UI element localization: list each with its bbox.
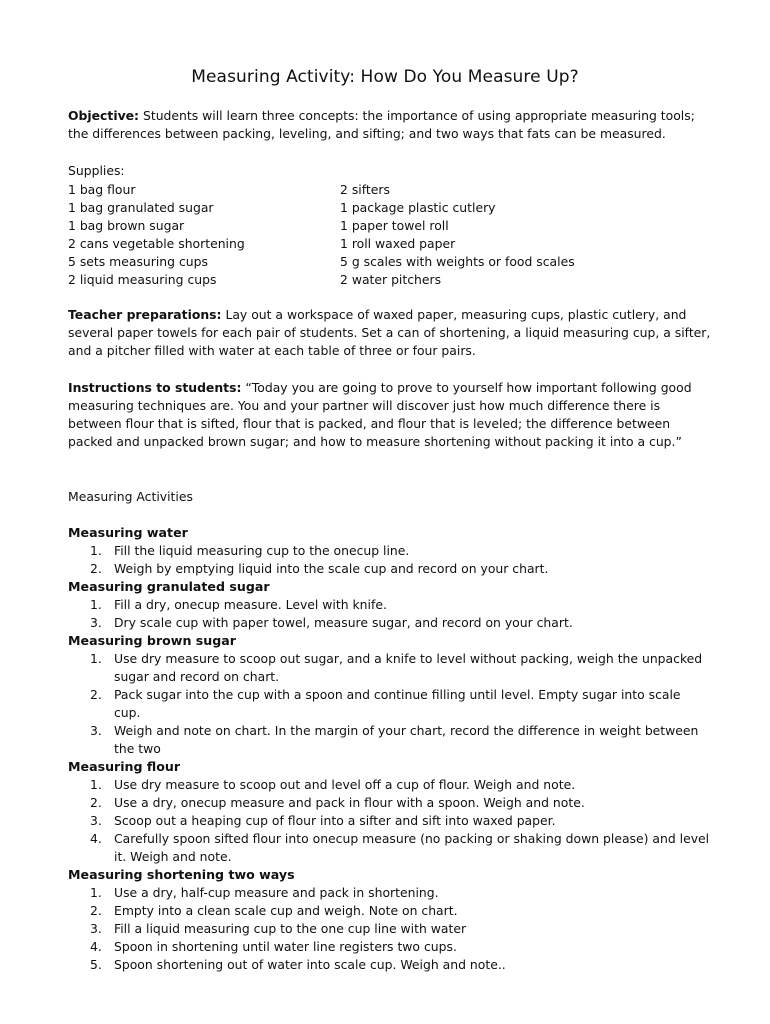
list-item: 2. Pack sugar into the cup with a spoon and continue filling until level. Empty sugar into scale cup. [90,687,681,720]
objective-label: Objective: [68,108,140,123]
supply-item: 1 bag brown sugar [68,218,185,233]
list-item: 2. Use a dry, onecup measure and pack in flour with a spoon. Weigh and note. [90,795,585,810]
activities-heading: Measuring Activities [68,489,193,504]
list-item: 1. Use a dry, half-cup measure and pack in shortening. [90,885,439,900]
supply-item: 1 roll waxed paper [340,236,456,251]
section-heading: Measuring brown sugar [68,633,236,648]
teacher-preparations-paragraph: Teacher preparations: Lay out a workspace of waxed paper, measuring cups, plastic cutlery, and several paper towels for each pair of students. Set a can of shortening, a liquid measuring cup, a sifter, and a pitcher filled with water at each table of three or four pairs. [68,307,711,358]
activities-list [68,524,708,974]
instructions-label: Instructions to students: [68,380,242,395]
supply-item: 1 paper towel roll [340,218,449,233]
section-heading: Measuring flour [68,759,181,774]
objective-text-line1: Students will learn three concepts: the importance of using appropriate measuring tools; [142,108,695,123]
supply-item: 1 bag flour [68,182,136,197]
section-heading: Measuring water [68,525,188,540]
objective-text-line2: the differences between packing, leveling, and sifting; and two ways that fats can be measured. [68,126,666,141]
list-item: 1. Use dry measure to scoop out and level off a cup of flour. Weigh and note. [90,777,576,792]
steps-list [68,884,708,974]
list-item: 5. Spoon shortening out of water into scale cup. Weigh and note.. [90,957,506,972]
supply-item: 1 package plastic cutlery [340,200,496,215]
list-item: 3. Dry scale cup with paper towel, measure sugar, and record on your chart. [90,615,573,630]
objective-paragraph [68,107,708,143]
list-item: 4. Spoon in shortening until water line registers two cups. [90,939,457,954]
list-item: 4. Carefully spoon sifted flour into onecup measure (no packing or shaking down please) and level it. Weigh and note. [90,831,710,864]
supplies-heading: Supplies: [68,163,125,178]
instructions-paragraph: Instructions to students: “Today you are going to prove to yourself how important following good measuring techniques are. You and your partner will discover just how much difference there is between flour that is sifted, flour that is packed, and flour that is leveled; the difference between packed and unpacked brown sugar; and how to measure shortening without packing it into a cup.” [68,380,692,449]
list-item: 1. Use dry measure to scoop out sugar, and a knife to level without packing, weigh the unpacked sugar and record on chart. [90,651,703,684]
page-title: Measuring Activity: How Do You Measure Up? [191,67,579,87]
list-item: 3. Weigh and note on chart. In the margin of your chart, record the difference in weight between the two [90,723,699,756]
supplies-right-column [340,181,700,289]
list-item: 2. Empty into a clean scale cup and weigh. Note on chart. [90,903,458,918]
supply-item: 2 liquid measuring cups [68,272,217,287]
teacher-preparations-label: Teacher preparations: [68,307,222,322]
section-heading: Measuring granulated sugar [68,579,270,594]
steps-list [68,542,708,578]
supply-item: 1 bag granulated sugar [68,200,214,215]
section-heading: Measuring shortening two ways [68,867,295,882]
steps-list [68,650,708,758]
list-item: 1. Fill a dry, onecup measure. Level with knife. [90,597,387,612]
steps-list [68,776,708,866]
list-item: 3. Fill a liquid measuring cup to the one cup line with water [90,921,467,936]
list-item: 3. Scoop out a heaping cup of flour into a sifter and sift into waxed paper. [90,813,556,828]
supplies-left-column [68,181,338,289]
supply-item: 2 cans vegetable shortening [68,236,245,251]
list-item: 2. Weigh by emptying liquid into the scale cup and record on your chart. [90,561,549,576]
supply-item: 2 sifters [340,182,390,197]
steps-list [68,596,708,632]
supply-item: 2 water pitchers [340,272,442,287]
list-item: 1. Fill the liquid measuring cup to the onecup line. [90,543,410,558]
supply-item: 5 sets measuring cups [68,254,208,269]
supply-item: 5 g scales with weights or food scales [340,254,575,269]
